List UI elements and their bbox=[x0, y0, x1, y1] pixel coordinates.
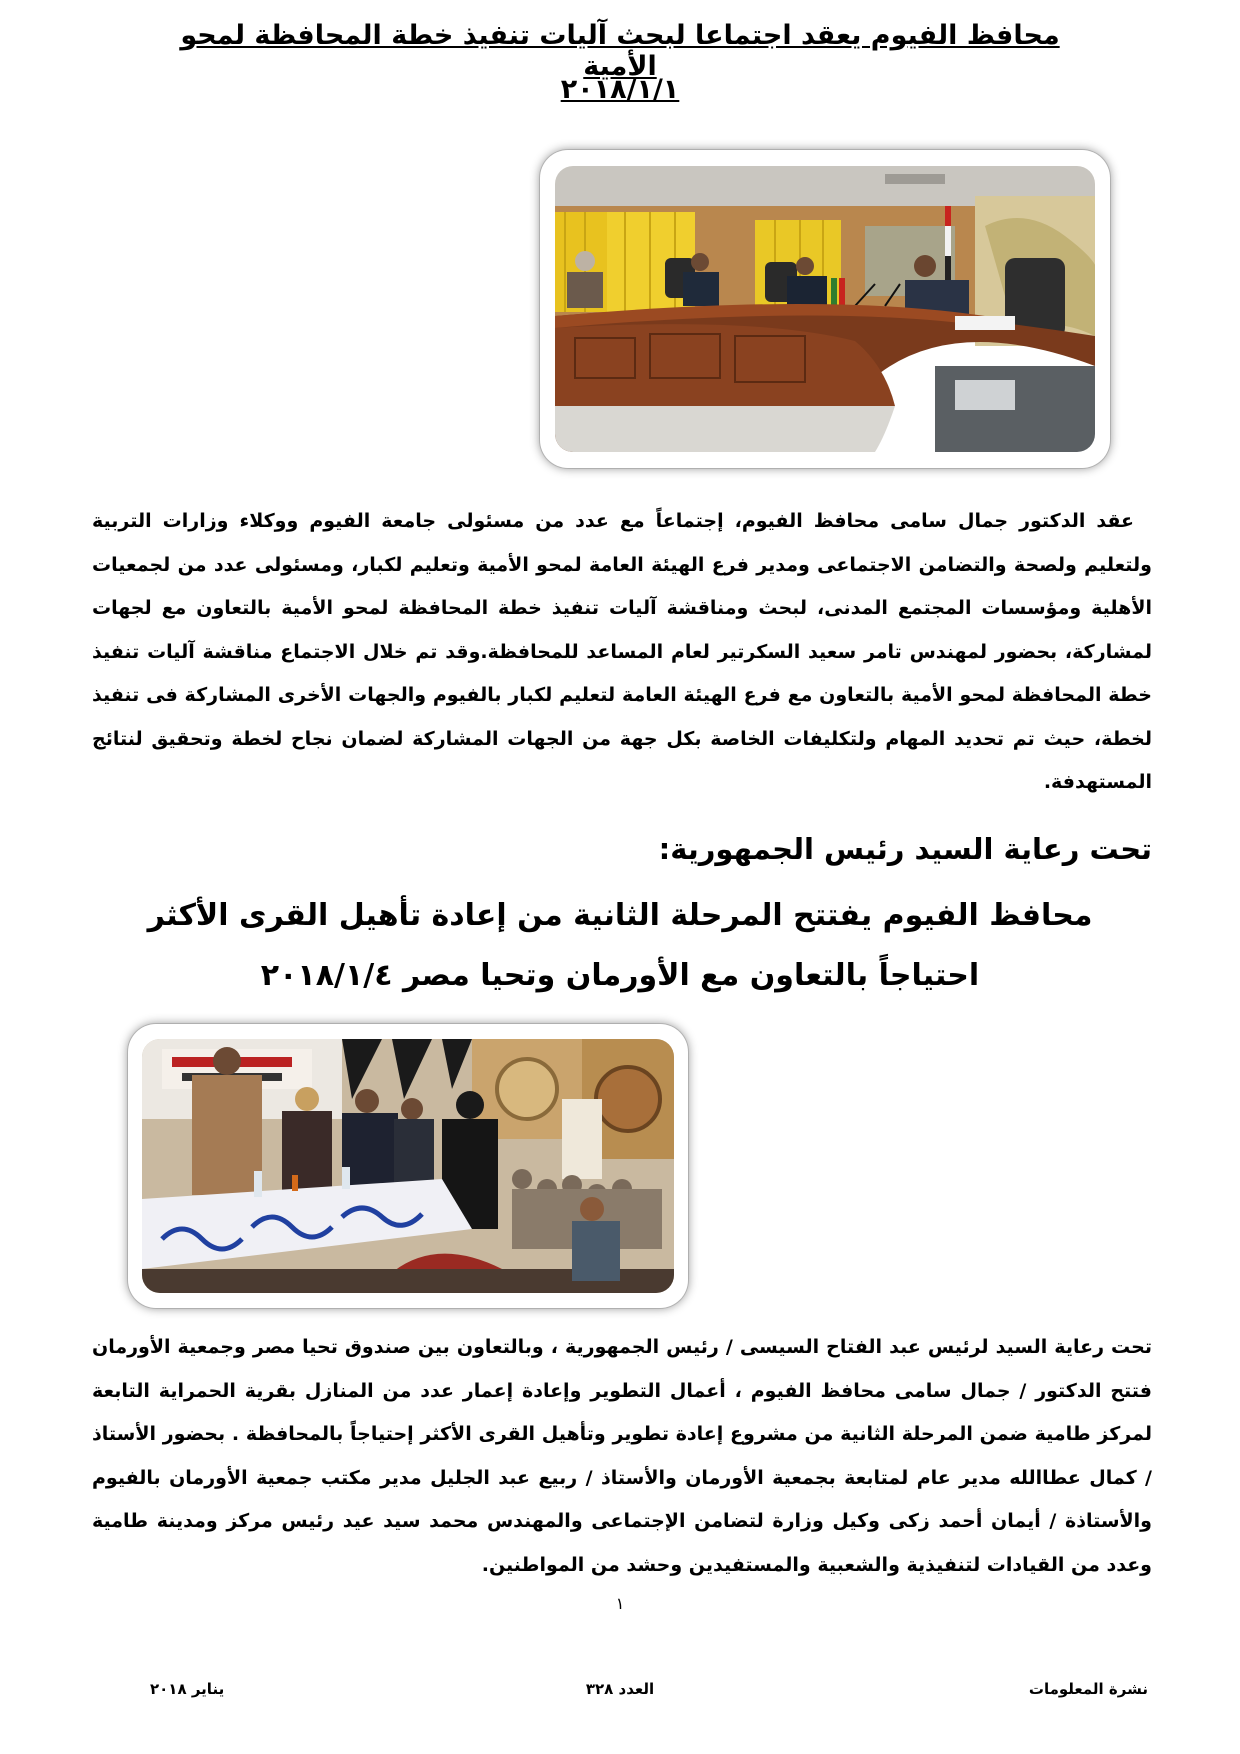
footer-issue: العدد ٣٢٨ bbox=[585, 1680, 655, 1698]
article2-subhead: تحت رعاية السيد رئيس الجمهورية: bbox=[658, 832, 1152, 866]
article1-body: عقد الدكتور جمال سامى محافظ الفيوم، إجتماعاً مع عدد من مسئولى جامعة الفيوم ووكلاء وزارات التربية ولتعليم ولصحة والتضامن الاجتماعى ومدير فرع الهيئة العامة لمحو الأمية وتعليم لكبار، ومسئولى عدد من لجمعيات الأهلية ومؤسسات المجتمع المدنى، لبحث ومناقشة آليات تنفيذ خطة المحافظة لمحو الأمية بالتعاون مع لجهات لمشاركة، بحضور لمهندس تامر سعيد السكرتير لعام المساعد للمحافظة.وقد تم خلال الاجتماع مناقشة آليات تنفيذ خطة المحافظة لمحو الأمية بالتعاون مع فرع الهيئة العامة لتعليم لكبار بالفيوم والجهات الأخرى المشاركة فى تنفيذ لخطة، حيث تم تحديد المهام ولتكليفات الخاصة بكل جهة من الجهات المشاركة لضمان نجاح لخطة وتحقيق لنتائج المستهدفة. bbox=[92, 510, 1152, 793]
meeting-photo-frame bbox=[540, 150, 1110, 468]
page-number: ١ bbox=[615, 1594, 625, 1613]
meeting-photo bbox=[555, 166, 1095, 452]
article2-headline: محافظ الفيوم يفتتح المرحلة الثانية من إعادة تأهيل القرى الأكثر احتياجاً بالتعاون مع الأورمان وتحيا مصر ٢٠١٨/١/٤ bbox=[147, 898, 1093, 993]
article2-body: تحت رعاية السيد لرئيس عبد الفتاح السيسى / رئيس الجمهورية ، وبالتعاون بين صندوق تحيا مصر وجمعية الأورمان فتتح الدكتور / جمال سامى محافظ الفيوم ، أعمال التطوير وإعادة إعمار عدد من المنازل بقرية الحمراية التابعة لمركز طامية ضمن المرحلة الثانية من مشروع إعادة تطوير وتأهيل القرى الأكثر إحتياجاً بالمحافظة . بحضور الأستاذ / كمال عطاالله مدير عام لمتابعة بجمعية الأورمان والأستاذ / ربيع عبد الجليل مدير مكتب جمعية الأورمان بالفيوم والأستاذة / أيمان أحمد زكى وكيل وزارة لتضامن الإجتماعى والمهندس محمد سيد عيد رئيس مركز ومدينة طامية وعدد من القيادات لتنفيذية والشعبية والمستفيدين وحشد من المواطنين. bbox=[92, 1336, 1152, 1576]
footer-month: يناير ٢٠١٨ bbox=[150, 1680, 225, 1698]
event-photo-frame bbox=[128, 1024, 688, 1308]
event-photo bbox=[142, 1039, 674, 1293]
footer-publication: نشرة المعلومات bbox=[1028, 1680, 1148, 1698]
article1-title: محافظ الفيوم يعقد اجتماعا لبحث آليات تنفيذ خطة المحافظة لمحو الأمية bbox=[180, 20, 1060, 82]
article1-date: ٢٠١٨/١/١ bbox=[560, 74, 680, 105]
